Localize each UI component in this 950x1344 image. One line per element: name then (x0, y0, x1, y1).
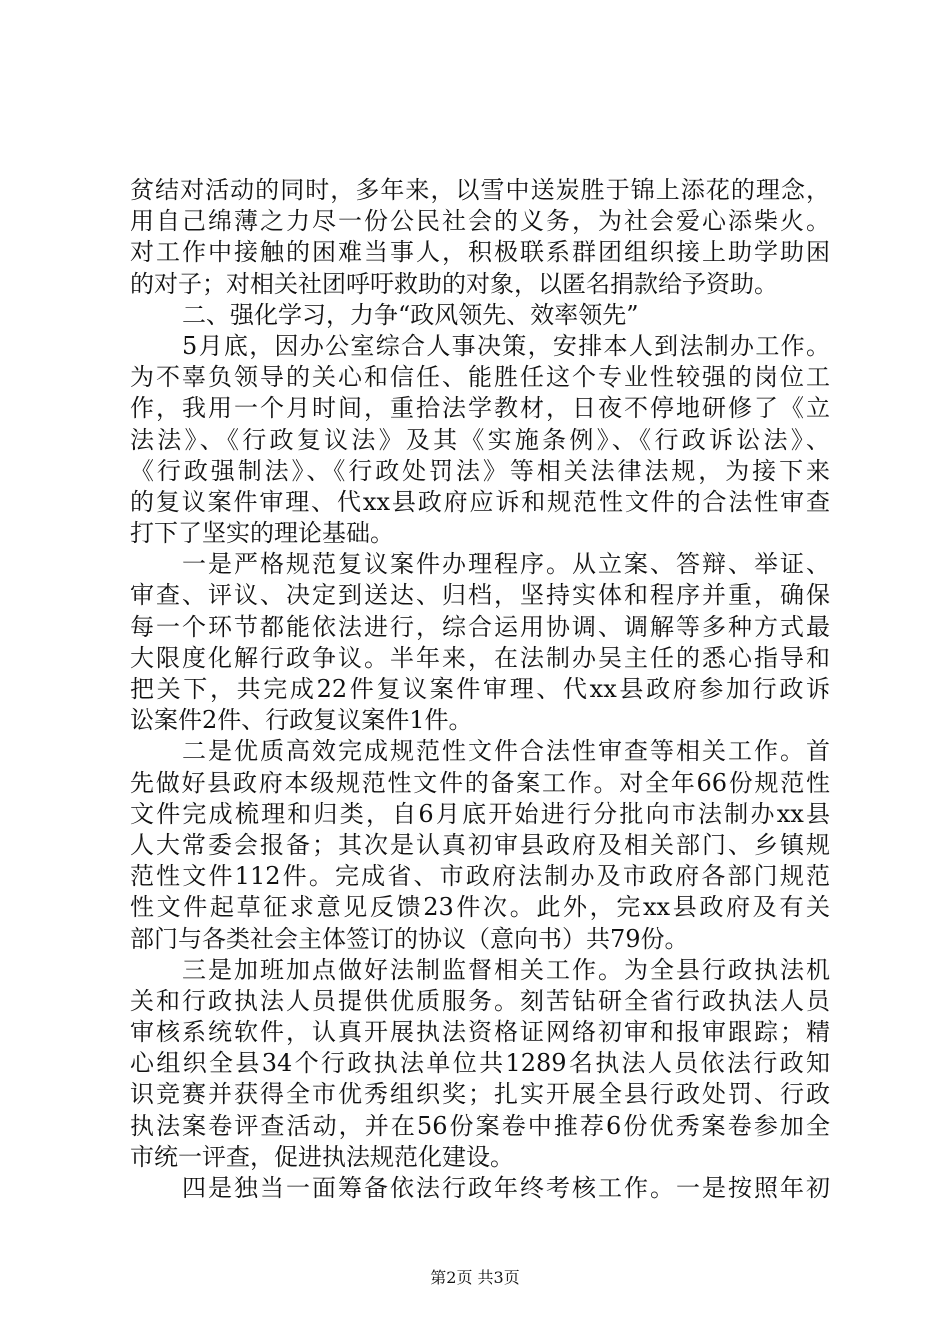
text-line: 审查、评议、决定到送达、归档，坚持实体和程序并重，确保 (130, 581, 830, 610)
text-line: 四是独当一面筹备依法行政年终考核工作。一是按照年初 (182, 1174, 830, 1202)
text-line: 人大常委会报备；其次是认真初审县政府及相关部门、乡镇规 (130, 830, 830, 859)
text-line: 对工作中接触的困难当事人，积极联系群团组织接上助学助困 (130, 238, 830, 267)
text-line: 贫结对活动的同时，多年来，以雪中送炭胜于锦上添花的理念， (130, 176, 830, 204)
text-line: 心组织全县34个行政执法单位共1289名执法人员依法行政知 (130, 1049, 830, 1078)
text-line: 的对子；对相关社团呼吁救助的对象，以匿名捐款给予资助。 (130, 269, 778, 298)
text-line: 大限度化解行政争议。半年来，在法制办吴主任的悉心指导和 (130, 643, 830, 672)
text-line: 性文件起草征求意见反馈23件次。此外，完xx县政府及有关 (130, 893, 830, 922)
text-line: 作，我用一个月时间，重拾法学教材，日夜不停地研修了《立 (130, 394, 830, 423)
text-line: 二、强化学习，力争“政风领先、效率领先” (182, 300, 639, 329)
text-line: 二是优质高效完成规范性文件合法性审查等相关工作。首 (182, 737, 830, 766)
text-line: 《行政强制法》、《行政处罚法》等相关法律法规，为接下来 (130, 456, 830, 485)
text-line: 部门与各类社会主体签订的协议（意向书）共79份。 (130, 924, 689, 953)
text-line: 三是加班加点做好法制监督相关工作。为全县行政执法机 (182, 955, 830, 984)
text-line: 执法案卷评查活动，并在56份案卷中推荐6份优秀案卷参加全 (130, 1111, 830, 1140)
text-line: 审核系统软件，认真开展执法资格证网络初审和报审跟踪；精 (130, 1018, 830, 1047)
text-line: 5月底，因办公室综合人事决策，安排本人到法制办工作。 (182, 331, 830, 360)
text-line: 范性文件112件。完成省、市政府法制办及市政府各部门规范 (130, 862, 830, 891)
text-line: 市统一评查，促进执法规范化建设。 (130, 1142, 514, 1171)
text-line: 先做好县政府本级规范性文件的备案工作。对全年66份规范性 (130, 768, 830, 797)
text-line: 用自己绵薄之力尽一份公民社会的义务，为社会爱心添柴火。 (130, 207, 830, 236)
text-line: 法法》、《行政复议法》及其《实施条例》、《行政诉讼法》、 (130, 425, 830, 454)
text-line: 的复议案件审理、代xx县政府应诉和规范性文件的合法性审查 (130, 487, 830, 516)
text-line: 一是严格规范复议案件办理程序。从立案、答辩、举证、 (182, 550, 830, 579)
text-line: 识竞赛并获得全市优秀组织奖；扎实开展全县行政处罚、行政 (130, 1080, 830, 1109)
text-line: 每一个环节都能依法进行，综合运用协调、调解等多种方式最 (130, 612, 830, 641)
text-line: 为不辜负领导的关心和信任、能胜任这个专业性较强的岗位工 (130, 363, 830, 392)
text-line: 关和行政执法人员提供优质服务。刻苦钻研全省行政执法人员 (130, 986, 830, 1015)
text-line: 打下了坚实的理论基础。 (130, 519, 394, 548)
text-line: 讼案件2件、行政复议案件1件。 (130, 706, 473, 735)
page-footer: 第2页 共3页 (430, 1268, 520, 1287)
text-line: 文件完成梳理和归类，自6月底开始进行分批向市法制办xx县 (130, 799, 830, 828)
text-line: 把关下，共完成22件复议案件审理、代xx县政府参加行政诉 (130, 675, 830, 703)
document-body (130, 175, 830, 1204)
